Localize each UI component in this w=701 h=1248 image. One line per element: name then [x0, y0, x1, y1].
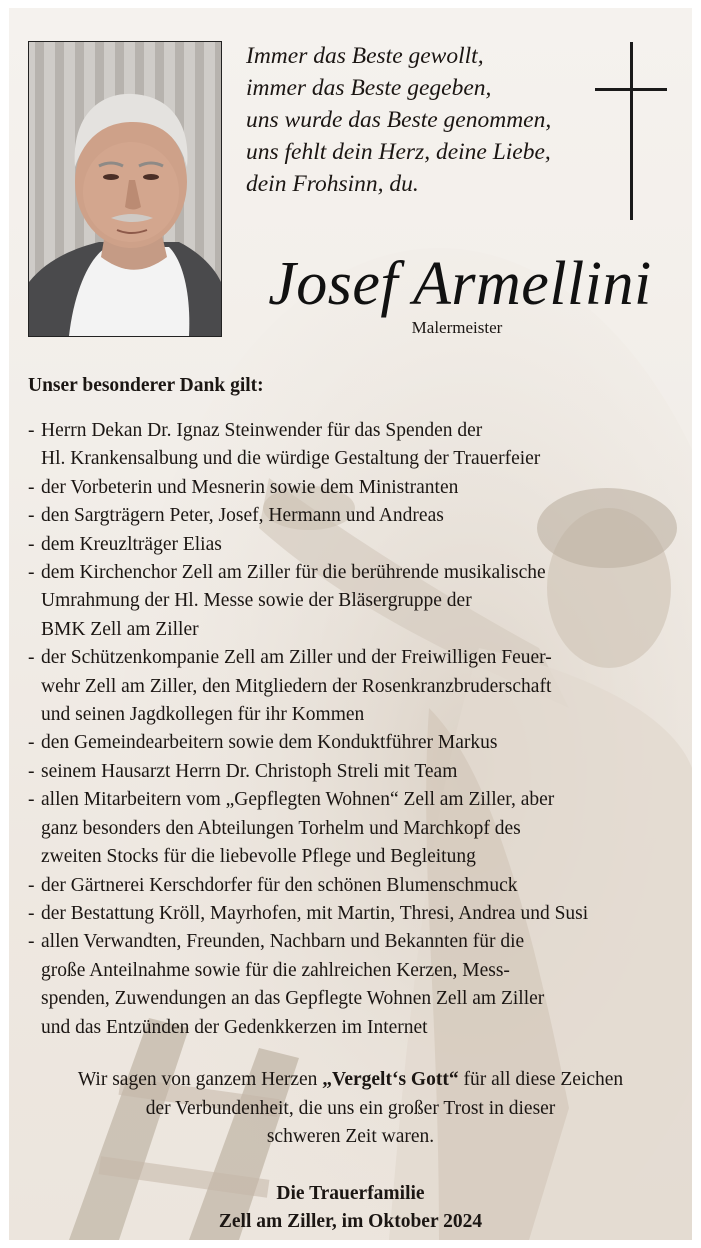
thanks-item-line: und das Entzünden der Gedenkkerzen im Internet: [41, 1016, 428, 1038]
thanks-list: [28, 417, 688, 1042]
signature: [9, 1180, 692, 1236]
signature-place-date: Zell am Ziller, im Oktober 2024: [218, 1211, 483, 1232]
signature-family: Die Trauerfamilie: [276, 1183, 425, 1204]
closing-text: [9, 1066, 692, 1152]
thanks-item-line: zweiten Stocks für die liebevolle Pflege und Begleitung: [41, 846, 476, 868]
thanks-item-line: wehr Zell am Ziller, den Mitgliedern der Rosenkranzbruderschaft: [41, 675, 552, 697]
closing-text-part: Wir sagen von ganzem Herzen: [77, 1069, 323, 1090]
thanks-item-line: der Schützenkompanie Zell am Ziller und der Freiwilligen Feuer-: [41, 647, 552, 669]
thanks-item-line: große Anteilnahme sowie für die zahlreichen Kerzen, Mess-: [41, 959, 510, 981]
bullet-dash: -: [28, 760, 35, 782]
thanks-item: [28, 758, 688, 786]
bullet-dash: -: [28, 533, 35, 555]
thanks-item: [28, 531, 688, 559]
thanks-item: [28, 729, 688, 757]
poem-line: dein Frohsinn, du.: [246, 171, 419, 197]
poem: [246, 40, 606, 200]
thanks-item: [28, 474, 688, 502]
bullet-dash: -: [28, 505, 35, 527]
thanks-item: [28, 786, 688, 871]
thanks-item-line: Hl. Krankensalbung und die würdige Gestaltung der Trauerfeier: [41, 448, 541, 470]
thanks-item-line: Herrn Dekan Dr. Ignaz Steinwender für das Spenden der: [41, 420, 483, 441]
thanks-item-line: seinem Hausarzt Herrn Dr. Christoph Streli mit Team: [41, 760, 458, 782]
obituary-card: [9, 8, 692, 1240]
bullet-dash: -: [28, 874, 35, 896]
cross-icon: [595, 42, 667, 220]
thanks-item-line: der Bestattung Kröll, Mayrhofen, mit Martin, Thresi, Andrea und Susi: [41, 902, 589, 924]
poem-line: Immer das Beste gewollt,: [246, 43, 484, 69]
bullet-dash: -: [28, 931, 35, 953]
bullet-dash: -: [28, 789, 35, 811]
thanks-item-line: und seinen Jagdkollegen für ihr Kommen: [41, 704, 365, 726]
thanks-item: [28, 900, 688, 928]
thanks-item-line: allen Verwandten, Freunden, Nachbarn und Bekannten für die: [41, 931, 525, 953]
thanks-item: [28, 559, 688, 644]
thanks-item-line: den Sargträgern Peter, Josef, Hermann und Andreas: [41, 505, 444, 527]
bullet-dash: -: [28, 562, 35, 584]
poem-line: immer das Beste gegeben,: [246, 75, 492, 101]
poem-line: uns fehlt dein Herz, deine Liebe,: [246, 139, 551, 165]
bullet-dash: -: [28, 647, 35, 669]
thanks-item: [28, 502, 688, 530]
thanks-item-line: dem Kirchenchor Zell am Ziller für die berührende musikalische: [41, 562, 546, 584]
thanks-item: [28, 928, 688, 1042]
thanks-item-line: den Gemeindearbeitern sowie dem Konduktführer Markus: [41, 732, 498, 754]
thanks-item: [28, 644, 688, 729]
closing-line-2: der Verbundenheit, die uns ein großer Trost in dieser: [145, 1097, 556, 1119]
deceased-name: Josef Armellini: [268, 250, 652, 318]
profession: Malermeister: [411, 318, 503, 337]
closing-line-3: schweren Zeit waren.: [266, 1126, 435, 1147]
thanks-heading: Unser besonderer Dank gilt:: [28, 375, 264, 396]
closing-text-part: für all diese Zeichen: [458, 1069, 624, 1090]
thanks-item: [28, 872, 688, 900]
closing-line-1: [9, 1066, 692, 1095]
thanks-item: [28, 417, 688, 474]
bullet-dash: -: [28, 420, 35, 441]
thanks-item-line: Umrahmung der Hl. Messe sowie der Bläsergruppe der: [41, 590, 472, 612]
vergelts-gott: „Vergelt‘s Gott“: [322, 1069, 459, 1090]
thanks-item-line: der Vorbeterin und Mesnerin sowie dem Ministranten: [41, 476, 459, 498]
thanks-item-line: BMK Zell am Ziller: [41, 618, 199, 640]
bullet-dash: -: [28, 902, 35, 924]
portrait-photo: [28, 41, 222, 337]
bullet-dash: -: [28, 732, 35, 754]
thanks-item-line: ganz besonders den Abteilungen Torhelm und Marchkopf des: [41, 817, 521, 839]
bullet-dash: -: [28, 476, 35, 498]
thanks-item-line: dem Kreuzlträger Elias: [41, 533, 222, 555]
thanks-item-line: spenden, Zuwendungen an das Gepflegte Wohnen Zell am Ziller: [41, 988, 545, 1010]
thanks-item-line: der Gärtnerei Kerschdorfer für den schönen Blumenschmuck: [41, 874, 518, 896]
poem-line: uns wurde das Beste genommen,: [246, 107, 552, 133]
thanks-item-line: allen Mitarbeitern vom „Gepflegten Wohnen“ Zell am Ziller, aber: [41, 789, 555, 811]
